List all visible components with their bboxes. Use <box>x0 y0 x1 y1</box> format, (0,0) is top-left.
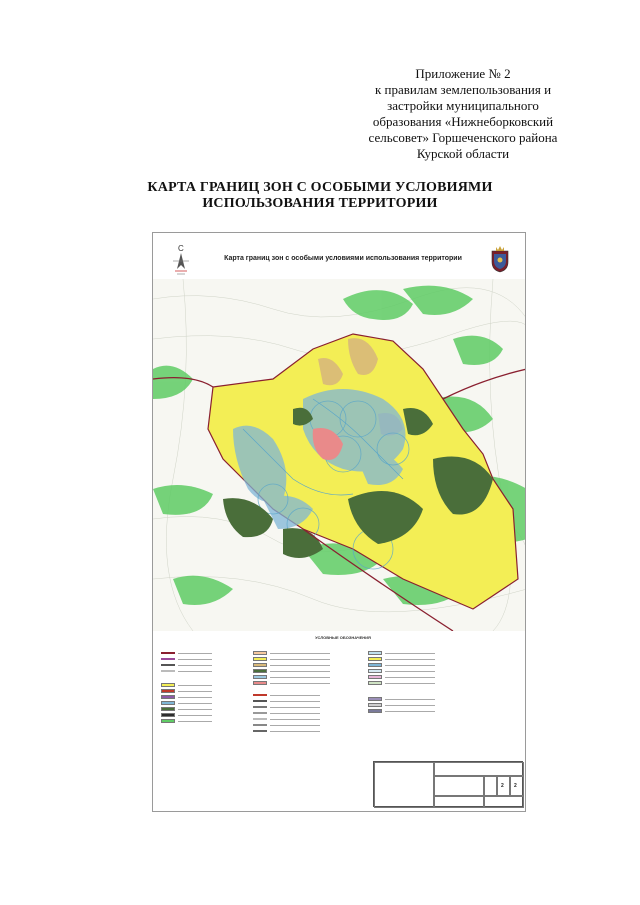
legend-swatch <box>368 675 382 679</box>
legend-swatch <box>368 669 382 673</box>
appendix-line: к правилам землепользования и <box>374 82 552 97</box>
legend-line-swatch <box>161 670 175 672</box>
legend-swatch <box>161 707 175 711</box>
legend-line-swatch <box>161 658 175 660</box>
legend-swatch <box>368 681 382 685</box>
legend-column-zones <box>253 645 330 734</box>
sheet-number: 2 <box>501 783 504 789</box>
legend-swatch <box>368 703 382 707</box>
document-title-line2: ИСПОЛЬЗОВАНИЯ ТЕРРИТОРИИ <box>202 196 438 211</box>
legend-item <box>253 728 330 734</box>
map-title: Карта границ зон с особыми условиями использования территории <box>224 255 462 262</box>
legend-swatch <box>161 683 175 687</box>
coat-of-arms-icon <box>489 245 511 273</box>
legend-item <box>368 708 435 714</box>
legend-swatch <box>253 651 267 655</box>
north-arrow-icon <box>167 243 195 279</box>
legend-swatch <box>368 697 382 701</box>
legend-swatch <box>161 713 175 717</box>
legend-swatch <box>253 681 267 685</box>
legend-column-boundaries <box>161 645 212 724</box>
legend-line-swatch <box>253 694 267 696</box>
legend-line-swatch <box>253 700 267 702</box>
appendix-line: Приложение № 2 <box>415 66 511 81</box>
legend-swatch <box>253 675 267 679</box>
zones-map <box>153 279 526 631</box>
legend-swatch <box>368 651 382 655</box>
appendix-note <box>330 66 596 162</box>
appendix-line: сельсовет» Горшеченского района <box>368 130 558 145</box>
legend-line-swatch <box>161 664 175 666</box>
legend-line-swatch <box>253 724 267 726</box>
legend-swatch <box>161 719 175 723</box>
document-title <box>120 180 520 212</box>
legend-swatch <box>161 689 175 693</box>
legend-swatch <box>253 657 267 661</box>
legend-item <box>161 718 212 724</box>
legend-line-swatch <box>253 730 267 732</box>
document-title-line1: КАРТА ГРАНИЦ ЗОН С ОСОБЫМИ УСЛОВИЯМИ <box>147 180 493 195</box>
legend-line-swatch <box>253 706 267 708</box>
legend-swatch <box>253 663 267 667</box>
legend-swatch <box>161 701 175 705</box>
title-block-stamp <box>373 761 523 807</box>
appendix-line: образования «Нижнеборковский <box>372 114 554 129</box>
legend-swatch <box>253 669 267 673</box>
legend-swatch <box>161 695 175 699</box>
map-sheet-header <box>153 233 526 279</box>
legend-line-swatch <box>161 652 175 654</box>
legend-title: УСЛОВНЫЕ ОБОЗНАЧЕНИЯ <box>315 635 371 640</box>
legend-swatch <box>368 663 382 667</box>
legend-line-swatch <box>253 712 267 714</box>
legend-column-protection <box>368 645 435 714</box>
legend-line-swatch <box>253 718 267 720</box>
legend <box>153 631 526 812</box>
legend-swatch <box>368 709 382 713</box>
north-label: С <box>178 244 184 253</box>
legend-swatch <box>368 657 382 661</box>
appendix-line: Курской области <box>416 146 510 161</box>
appendix-line: застройки муниципального <box>387 98 539 113</box>
sheets-total: 2 <box>514 783 517 789</box>
map-sheet <box>152 232 526 812</box>
